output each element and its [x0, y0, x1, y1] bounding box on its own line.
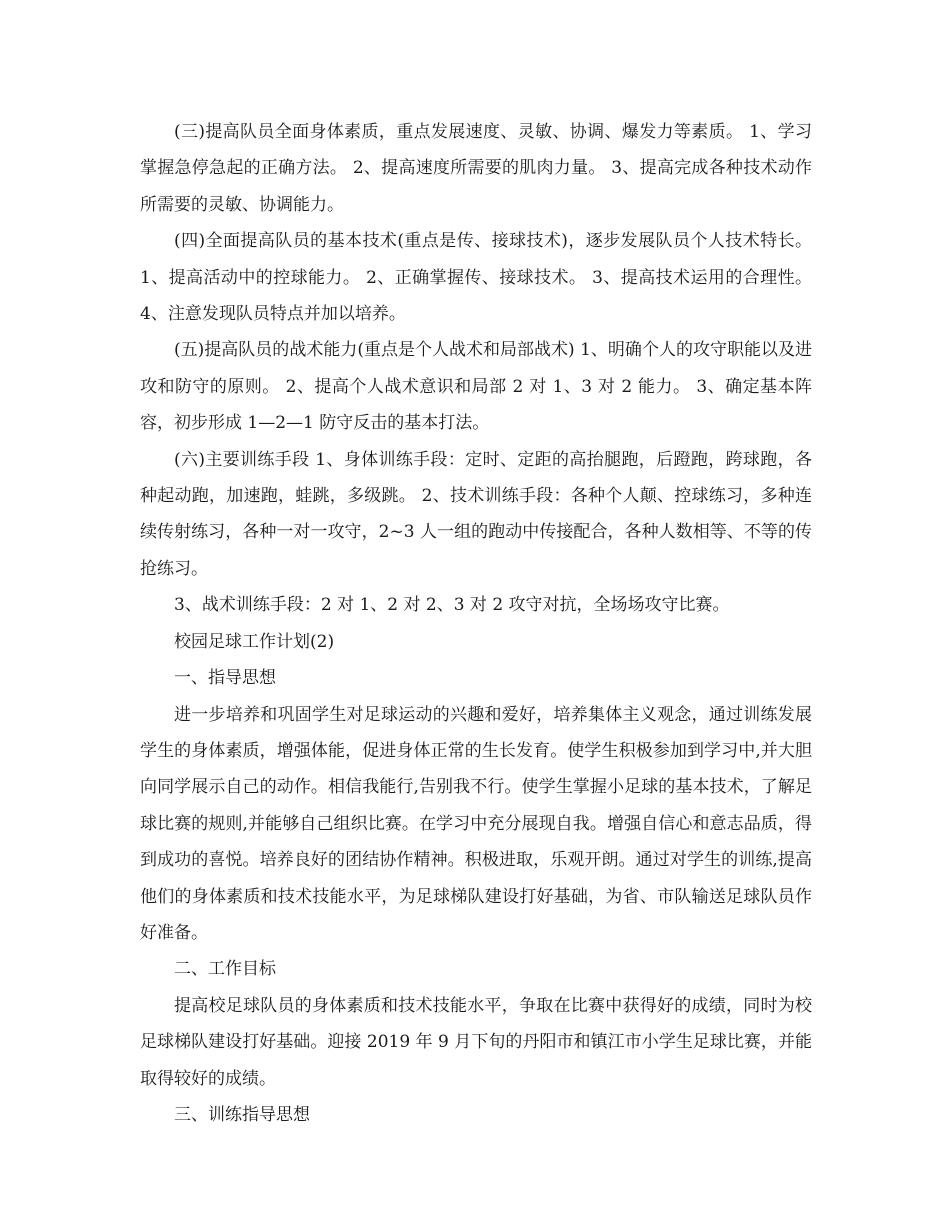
heading-guiding-ideology: 一、指导思想 — [174, 668, 276, 689]
section-title-plan-2: 校园足球工作计划(2) — [174, 631, 335, 652]
paragraph-guiding-ideology: 进一步培养和巩固学生对足球运动的兴趣和爱好，培养集体主义观念，通过训练发展学生的身体素质，增强体能，促进身体正常的生长发育。使学生积极参加到学习中,并大胆向同学展示自己的动作。相信我能行,告别我不行。使学生掌握小足球的基本技术，了解足球比赛的规则,并能够自己组织比赛。在学习中充分展现自我。增强自信心和意志品质，得到成功的喜悦。培养良好的团结协作精神。积极进取，乐观开朗。通过对学生的训练,提高他们的身体素质和技术技能水平，为足球梯队建设打好基础，为省、市队输送足球队员作好准备。 — [140, 704, 812, 943]
paragraph-tactical-training: 3、战术训练手段：2 对 1、2 对 2、3 对 2 攻守对抗，全场场攻守比赛。 — [174, 595, 730, 616]
heading-work-goals: 二、工作目标 — [174, 959, 276, 980]
paragraph-physical-quality: (三)提高队员全面身体素质，重点发展速度、灵敏、协调、爆发力等素质。 1、学习掌握急停急起的正确方法。 2、提高速度所需要的肌肉力量。 3、提高完成各种技术动作所需要的灵敏、协调能力。 — [140, 122, 812, 215]
heading-training-ideology: 三、训练指导思想 — [174, 1104, 310, 1125]
document-page — [140, 114, 812, 1133]
paragraph-basic-technique: (四)全面提高队员的基本技术(重点是传、接球技术)，逐步发展队员个人技术特长。 1、提高活动中的控球能力。 2、正确掌握传、接球技术。 3、提高技术运用的合理性。 4、注意发现队员特点并加以培养。 — [140, 231, 812, 325]
paragraph-work-goals: 提高校足球队员的身体素质和技术技能水平，争取在比赛中获得好的成绩，同时为校足球梯队建设打好基础。迎接 2019 年 9 月下旬的丹阳市和镇江市小学生足球比赛，并能取得较好的成绩。 — [140, 995, 812, 1089]
paragraph-tactics: (五)提高队员的战术能力(重点是个人战术和局部战术) 1、明确个人的攻守职能以及进攻和防守的原则。 2、提高个人战术意识和局部 2 对 1、3 对 2 能力。 3、确定基本阵容，初步形成 1—2—1 防守反击的基本打法。 — [140, 340, 812, 434]
paragraph-training-methods: (六)主要训练手段 1、身体训练手段：定时、定距的高抬腿跑，后蹬跑，跨球跑，各种起动跑，加速跑，蛙跳，多级跳。 2、技术训练手段：各种个人颠、控球练习，多种连续传射练习，各种一对一攻守，2~3 人一组的跑动中传接配合，各种人数相等、不等的传抢练习。 — [140, 449, 812, 579]
